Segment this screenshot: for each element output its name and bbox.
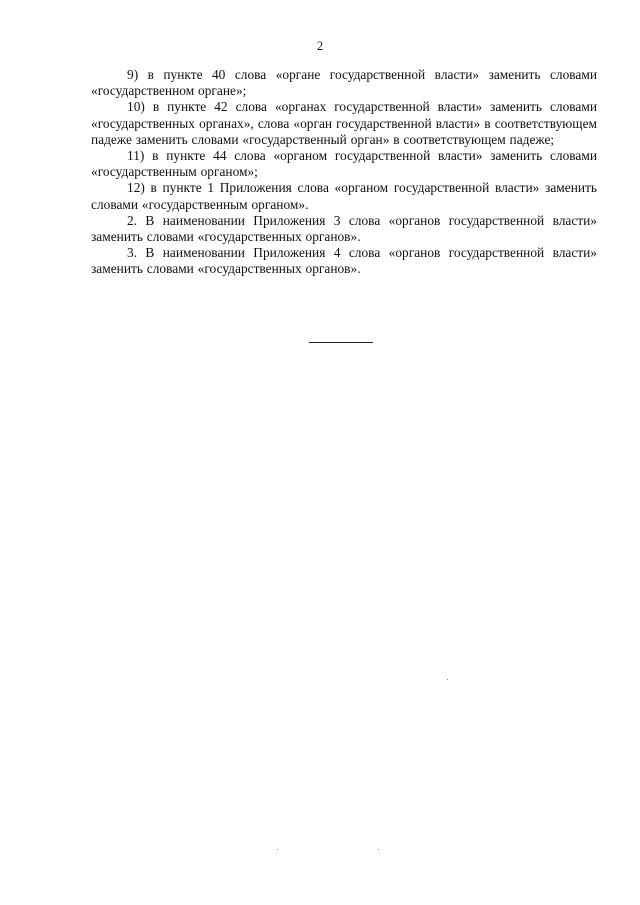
paragraph-point-3: 3. В наименовании Приложения 4 слова «органов государственной власти» заменить словами «государственных органов». [91, 245, 597, 277]
end-separator-line [309, 342, 373, 343]
scan-speck [378, 849, 379, 850]
scan-speck [447, 679, 448, 680]
paragraph-item-11: 11) в пункте 44 слова «органом государственной власти» заменить словами «государственным органом»; [91, 148, 597, 180]
page-number: 2 [316, 39, 324, 53]
scan-speck [277, 849, 278, 850]
paragraph-item-12: 12) в пункте 1 Приложения слова «органом государственной власти» заменить словами «государственным органом». [91, 180, 597, 212]
document-body [91, 67, 597, 278]
paragraph-item-9: 9) в пункте 40 слова «органе государственной власти» заменить словами «государственном органе»; [91, 67, 597, 99]
paragraph-point-2: 2. В наименовании Приложения 3 слова «органов государственной власти» заменить словами «государственных органов». [91, 212, 597, 245]
paragraph-item-10: 10) в пункте 42 слова «органах государственной власти» заменить словами «государственных органах», слова «орган государственной власти» в соответствующем падеже заменить словами «государственный орган» в соответствующем падеже; [91, 99, 597, 147]
